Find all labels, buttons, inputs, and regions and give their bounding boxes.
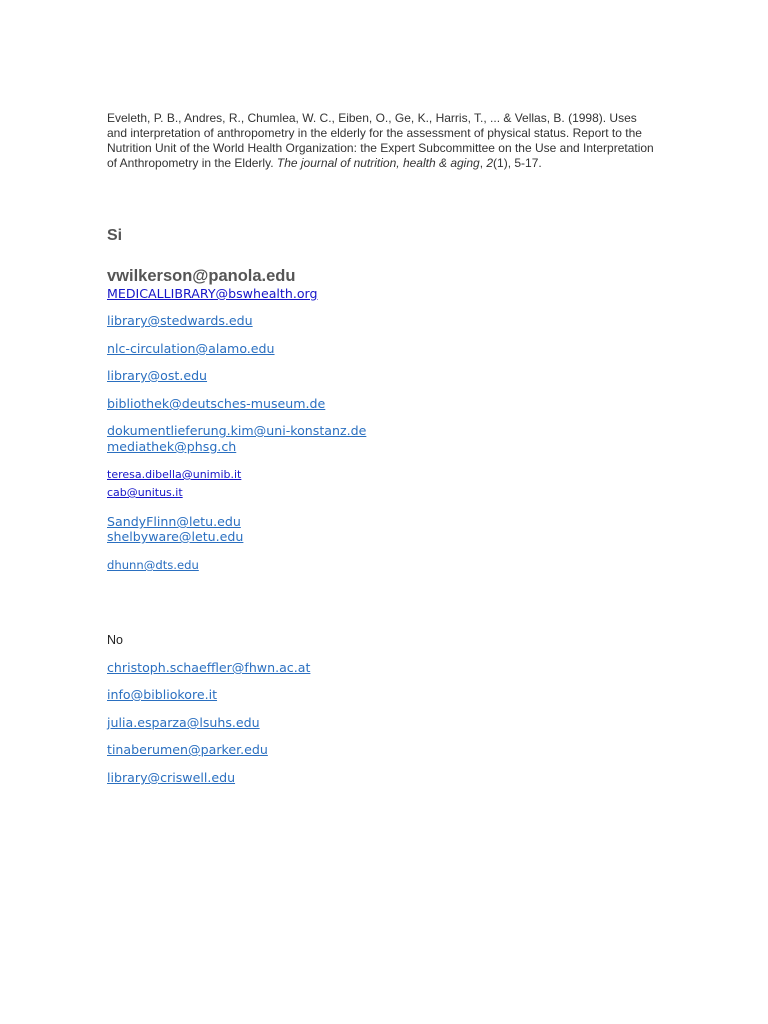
reference-citation — [107, 111, 659, 171]
email-link[interactable]: mediathek@phsg.ch — [107, 439, 237, 454]
email-link[interactable]: nlc-circulation@alamo.edu — [107, 341, 275, 356]
email-link[interactable]: tinaberumen@parker.edu — [107, 742, 268, 757]
si-heading: Si — [107, 227, 123, 244]
citation-separator: , — [479, 156, 487, 170]
email-link[interactable]: julia.esparza@lsuhs.edu — [107, 715, 260, 730]
citation-volume: 2 — [486, 156, 494, 170]
email-link[interactable]: teresa.dibella@unimib.it — [107, 468, 242, 481]
citation-journal: The journal of nutrition, health & aging — [276, 156, 480, 170]
email-link[interactable]: SandyFlinn@letu.edu — [107, 514, 241, 529]
email-link[interactable]: cab@unitus.it — [107, 486, 183, 499]
email-link[interactable]: christoph.schaeffler@fhwn.ac.at — [107, 660, 311, 675]
citation-pages: (1), 5-17. — [493, 156, 542, 170]
email-link[interactable]: library@stedwards.edu — [107, 313, 253, 328]
email-link[interactable]: library@criswell.edu — [107, 770, 236, 785]
email-link[interactable]: shelbyware@letu.edu — [107, 529, 244, 544]
email-link[interactable]: dokumentlieferung.kim@uni-konstanz.de — [107, 423, 367, 438]
email-link[interactable]: MEDICALLIBRARY@bswhealth.org — [107, 286, 318, 301]
email-link[interactable]: dhunn@dts.edu — [107, 558, 199, 572]
email-link[interactable]: library@ost.edu — [107, 368, 208, 383]
no-heading: No — [107, 633, 123, 647]
primary-email-heading: vwilkerson@panola.edu — [107, 267, 296, 285]
citation-authors-title: Eveleth, P. B., Andres, R., Chumlea, W. C., Eiben, O., Ge, K., Harris, T., ... & Vellas, B. (1998). Uses and interpretation of anthropometry in the elderly for the assessment of physical status. Report to the Nutrition Unit of the World Health Organization: the Expert Subcommittee on the Use and Interpretation of Anthropometry in the Elderly. — [107, 111, 654, 170]
email-link[interactable]: info@bibliokore.it — [107, 687, 218, 702]
email-link[interactable]: bibliothek@deutsches-museum.de — [107, 396, 326, 411]
